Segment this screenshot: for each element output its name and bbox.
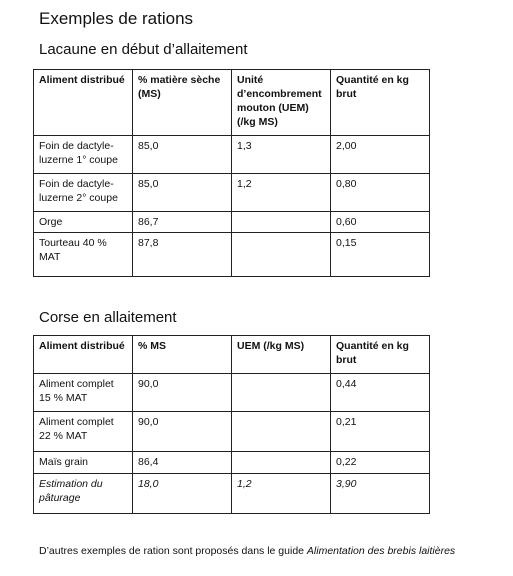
table-cell: 87,8 [133, 233, 232, 277]
footer-note [39, 545, 455, 557]
table-cell: Foin de dactyle-luzerne 1° coupe [34, 136, 133, 174]
header-cell: Aliment distribué [34, 336, 133, 374]
table-cell: 85,0 [133, 136, 232, 174]
table-cell: Maïs grain [34, 452, 133, 474]
table-cell: 1,2 [232, 174, 331, 212]
table-cell: 0,80 [331, 174, 430, 212]
table-cell: Aliment complet 15 % MAT [34, 374, 133, 412]
table-cell [232, 374, 331, 412]
table-cell: 0,15 [331, 233, 430, 277]
table-cell: Aliment complet 22 % MAT [34, 412, 133, 452]
footer-text: D’autres exemples de ration sont proposés dans le guide [39, 545, 307, 557]
header-cell: Quantité en kg brut [331, 70, 430, 136]
table-cell: Tourteau 40 % MAT [34, 233, 133, 277]
guide-title: Alimentation des brebis laitières [306, 545, 456, 557]
table-cell: 1,2 [232, 474, 331, 514]
header-cell: % MS [133, 336, 232, 374]
table-row [34, 233, 430, 277]
lacaune-ration-table [33, 69, 430, 277]
table-cell: 90,0 [133, 374, 232, 412]
section1-heading: Lacaune en début d’allaitement [39, 41, 248, 58]
table-cell: 1,3 [232, 136, 331, 174]
table-cell: Estimation du pâturage [34, 474, 133, 514]
table-row [34, 212, 430, 233]
header-cell: % matière sèche (MS) [133, 70, 232, 136]
table-row [34, 374, 430, 412]
section2-heading: Corse en allaitement [39, 309, 177, 326]
table-cell: 0,22 [331, 452, 430, 474]
table-cell: 86,7 [133, 212, 232, 233]
header-cell: UEM (/kg MS) [232, 336, 331, 374]
table-cell: 0,21 [331, 412, 430, 452]
corse-ration-table [33, 335, 430, 514]
table-row [34, 452, 430, 474]
table-header-row [34, 336, 430, 374]
header-cell: Unité d’encombrement mouton (UEM) (/kg MS) [232, 70, 331, 136]
table-cell [232, 412, 331, 452]
table-header-row [34, 70, 430, 136]
header-cell: Quantité en kg brut [331, 336, 430, 374]
table-cell: 2,00 [331, 136, 430, 174]
table-cell [232, 233, 331, 277]
table-cell: Orge [34, 212, 133, 233]
table-cell: 0,44 [331, 374, 430, 412]
table-cell: 0,60 [331, 212, 430, 233]
table-cell: Foin de dactyle-luzerne 2° coupe [34, 174, 133, 212]
table-cell: 90,0 [133, 412, 232, 452]
table-cell: 86,4 [133, 452, 232, 474]
table-row [34, 174, 430, 212]
table-row [34, 136, 430, 174]
header-cell: Aliment distribué [34, 70, 133, 136]
table-row [34, 474, 430, 514]
table-cell [232, 452, 331, 474]
document-title: Exemples de rations [39, 9, 194, 28]
table-cell: 85,0 [133, 174, 232, 212]
table-cell [232, 212, 331, 233]
table-row [34, 412, 430, 452]
table-cell: 18,0 [133, 474, 232, 514]
table-cell: 3,90 [331, 474, 430, 514]
